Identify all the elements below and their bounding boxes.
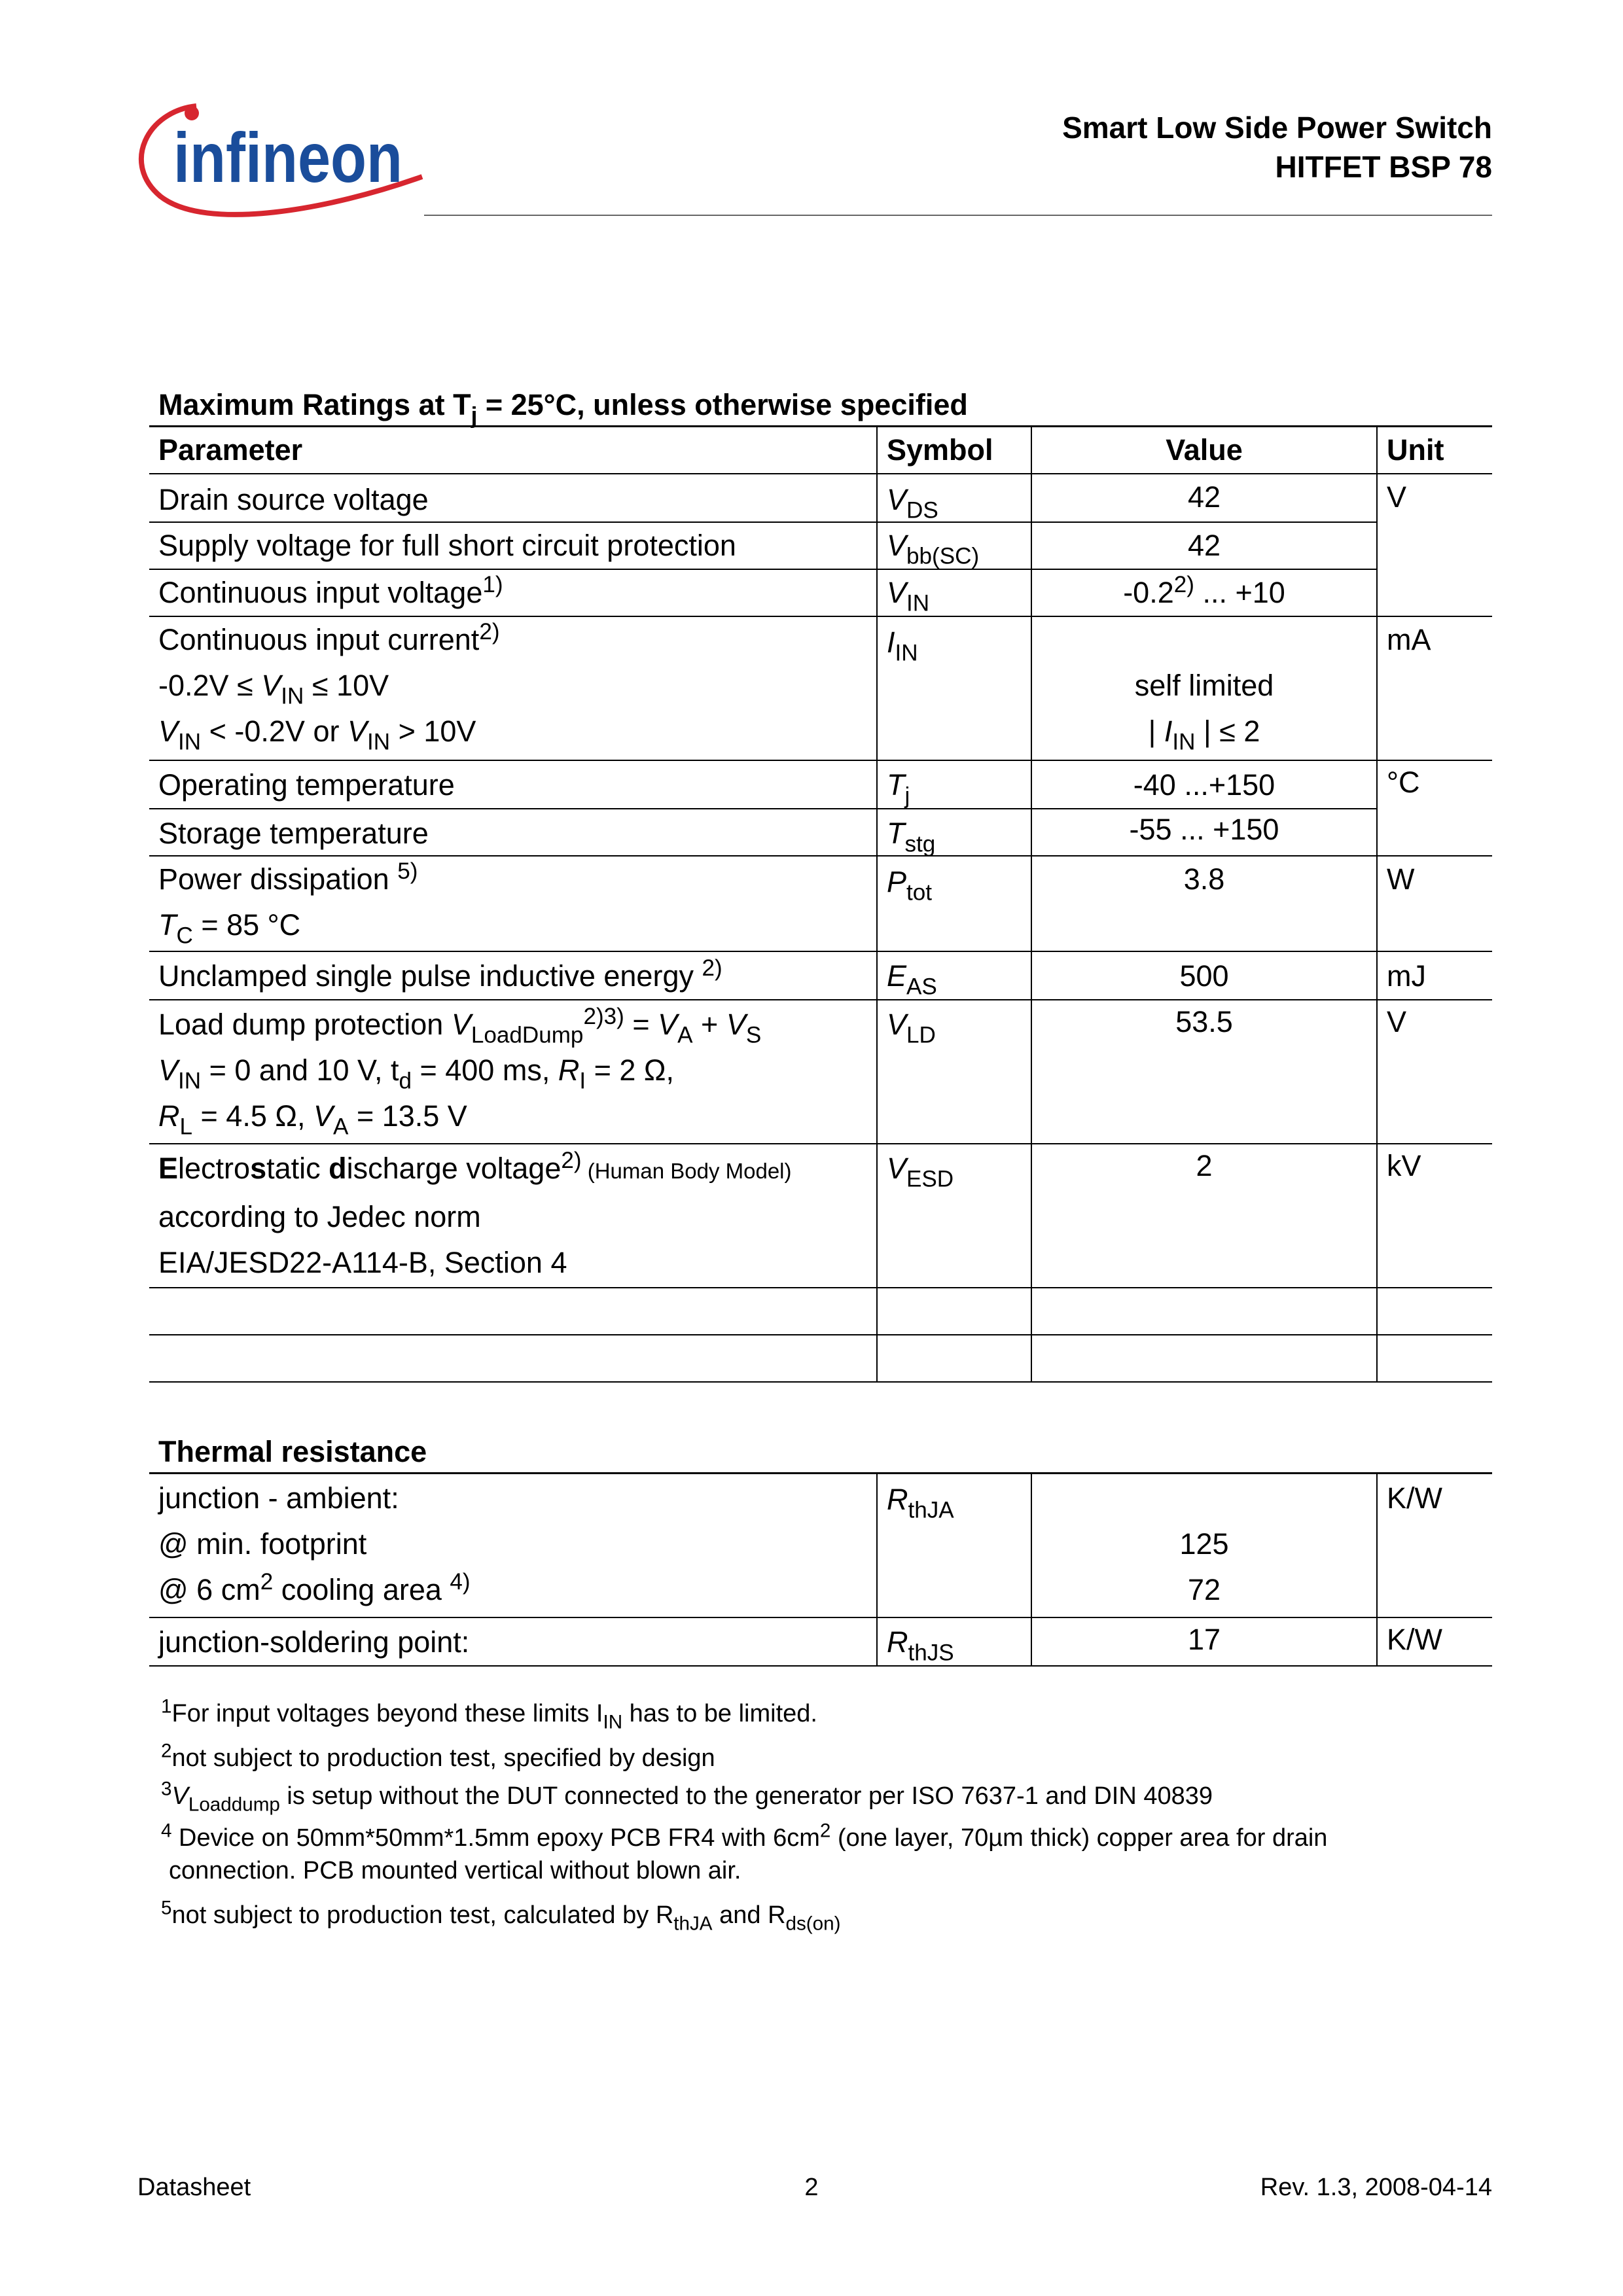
value-vld: 53.5 <box>1031 1000 1377 1144</box>
table-row <box>149 1617 1492 1666</box>
symbol-vds: $V_{DS}$ <box>877 474 1031 522</box>
value-vbb: 42 <box>1031 522 1377 569</box>
param-continuous-input-voltage: Continuous input voltage$^{1)}$ <box>149 569 877 616</box>
footnote-2: $^2$not subject to production test, specified by design <box>161 1740 715 1772</box>
table-row <box>149 1000 1492 1144</box>
product-family: Smart Low Side Power Switch <box>1062 111 1492 145</box>
param-load-dump-protection: Load dump protection $V_{LoadDump}^{2)3)} = V_A + V_S$ $V_{IN} = 0$ and 10 V, $t_d = 400$ ms, $R_I = 2$ Ω, $R_L = 4.5$ Ω, $V_A = 13.5$ V <box>149 1000 877 1144</box>
param-supply-voltage: Supply voltage for full short circuit protection <box>149 522 877 569</box>
symbol-vin: $V_{IN}$ <box>877 569 1031 616</box>
symbol-tj: $T_j$ <box>877 760 1031 809</box>
value-rthja <box>1031 1474 1377 1617</box>
document-title <box>1062 108 1492 186</box>
param-power-dissipation: Power dissipation $^{5)}$ $T_C = 85$ °C <box>149 856 877 951</box>
symbol-rthjs: $R_{thJS}$ <box>877 1617 1031 1666</box>
unit-power: W <box>1377 856 1492 951</box>
param-operating-temperature: Operating temperature <box>149 760 877 809</box>
unit-current: mA <box>1377 616 1492 760</box>
table-row <box>149 474 1492 522</box>
symbol-vld: $V_{LD}$ <box>877 1000 1031 1144</box>
infineon-logo <box>134 92 435 222</box>
unit-esd: kV <box>1377 1144 1492 1288</box>
unit-temperature: °C <box>1377 760 1492 856</box>
param-continuous-input-current: Continuous input current$^{2)}$ $-0.2V \le V_{IN} \le 10V$ $V_{IN} < -0.2V$ or $V_{IN} > 10V$ <box>149 616 877 760</box>
page-number: 2 <box>804 2174 819 2201</box>
table-row <box>149 760 1492 809</box>
unit-energy: mJ <box>1377 951 1492 1000</box>
value-cooling-area: 72 <box>1187 1573 1221 1606</box>
param-drain-source-voltage: Drain source voltage <box>149 474 877 522</box>
table-header-row <box>149 427 1492 474</box>
footnote-5: $^5$not subject to production test, calculated by $R_{thJA}$ and $R_{ds(on)}$ <box>161 1897 841 1935</box>
footer-doc-type: Datasheet <box>137 2174 251 2201</box>
value-min-footprint: 125 <box>1179 1527 1229 1561</box>
ratings-caption: Maximum Ratings at $T_j = 25^\circ C$, unless otherwise specified <box>149 380 1492 427</box>
unit-rthja: K/W <box>1377 1474 1492 1617</box>
footnotes <box>161 1695 1503 1934</box>
unit-rthjs: K/W <box>1377 1617 1492 1666</box>
value-vds: 42 <box>1031 474 1377 522</box>
value-tstg: -55 ... +150 <box>1031 809 1377 856</box>
footer-revision: Rev. 1.3, 2008-04-14 <box>1260 2174 1492 2201</box>
footnote-3: $^3V_{Loaddump}$ is setup without the DUT connected to the generator per ISO 7637-1 and DIN 40839 <box>161 1778 1213 1816</box>
col-header-value: Value <box>1031 427 1377 474</box>
table-row <box>149 522 1492 569</box>
value-eas: 500 <box>1031 951 1377 1000</box>
value-vesd: 2 <box>1031 1144 1377 1288</box>
table-row <box>149 616 1492 760</box>
symbol-vesd: $V_{ESD}$ <box>877 1144 1031 1288</box>
thermal-resistance-table <box>149 1426 1492 1667</box>
value-vin: -0.2$^{2)}$ ... +10 <box>1031 569 1377 616</box>
value-ptot: 3.8 <box>1031 856 1377 951</box>
col-header-unit: Unit <box>1377 427 1492 474</box>
symbol-ptot: $P_{tot}$ <box>877 856 1031 951</box>
empty-row <box>149 1288 1492 1335</box>
table-row <box>149 951 1492 1000</box>
value-iin: self limited | $I_{IN}$ | ≤ 2 <box>1031 616 1377 760</box>
col-header-parameter: Parameter <box>149 427 877 474</box>
symbol-rthja: $R_{thJA}$ <box>877 1474 1031 1617</box>
table-row <box>149 569 1492 616</box>
param-unclamped-energy: Unclamped single pulse inductive energy $^{2)}$ <box>149 951 877 1000</box>
param-junction-soldering: junction-soldering point: <box>149 1617 877 1666</box>
product-name: HITFET BSP 78 <box>1275 150 1492 184</box>
symbol-iin: $I_{IN}$ <box>877 616 1031 760</box>
unit-voltage: V <box>1377 474 1492 616</box>
param-storage-temperature: Storage temperature <box>149 809 877 856</box>
table-row <box>149 856 1492 951</box>
value-tj: -40 ...+150 <box>1031 760 1377 809</box>
param-junction-ambient: junction - ambient: @ min. footprint @ 6 $cm^2$ cooling area $^{4)}$ <box>149 1474 877 1617</box>
logo-wordmark: infineon <box>173 118 402 197</box>
table-row <box>149 809 1492 856</box>
maximum-ratings-table <box>149 380 1492 1383</box>
symbol-vbb: $V_{bb(SC)}$ <box>877 522 1031 569</box>
value-rthjs: 17 <box>1031 1617 1377 1666</box>
table-row <box>149 1474 1492 1617</box>
col-header-symbol: Symbol <box>877 427 1031 474</box>
footnote-4-continued: connection. PCB mounted vertical without blown air. <box>169 1857 741 1884</box>
footnote-1: $^1$For input voltages beyond these limits $I_{IN}$ has to be limited. <box>161 1695 817 1733</box>
footnote-4: $^4$ Device on 50mm*50mm*1.5mm epoxy PCB FR4 with $6cm^2$ (one layer, 70µm thick) copper area for drain <box>161 1820 1328 1852</box>
unit-load-dump-voltage: V <box>1377 1000 1492 1144</box>
table-row <box>149 1144 1492 1288</box>
thermal-caption: Thermal resistance <box>149 1426 1492 1474</box>
header-divider <box>424 215 1492 216</box>
symbol-eas: $E_{AS}$ <box>877 951 1031 1000</box>
empty-row <box>149 1335 1492 1382</box>
param-electrostatic-discharge: Electrostatic discharge voltage$^{2)}$ (Human Body Model) according to Jedec norm EIA/JESD22-A114-B, Section 4 <box>149 1144 877 1288</box>
symbol-tstg: $T_{stg}$ <box>877 809 1031 856</box>
